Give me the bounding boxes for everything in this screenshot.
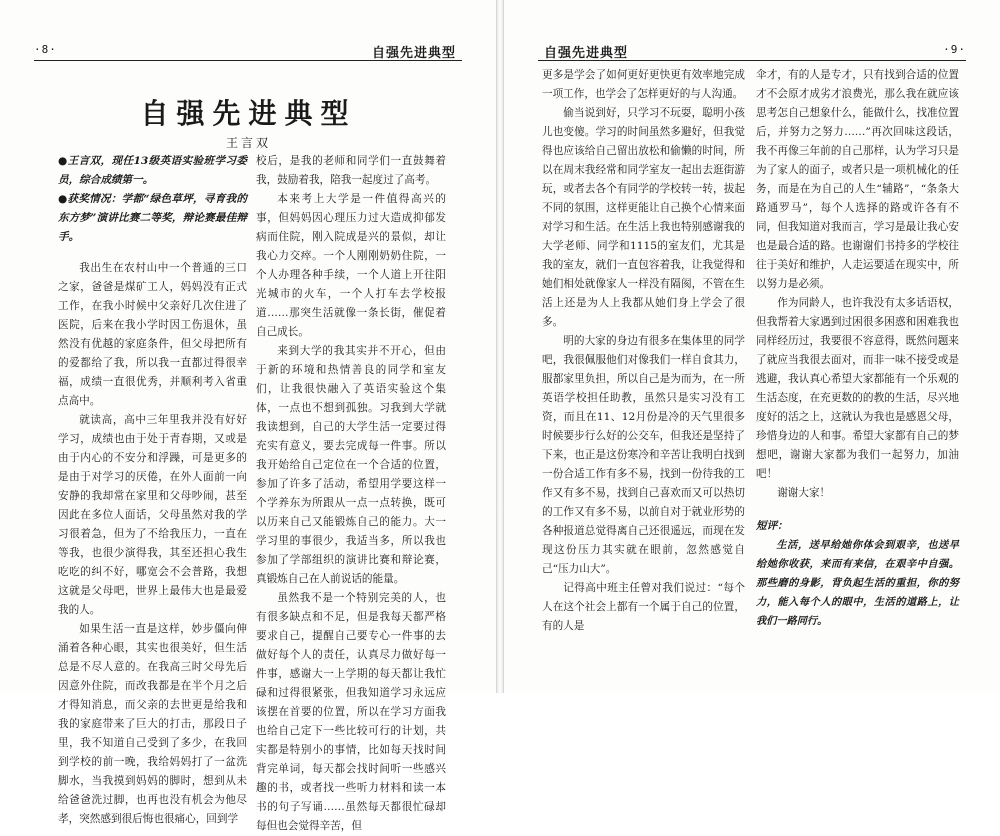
- paragraph: 来到大学的我其实并不开心，但由于新的环境和热情善良的同学和室友们，让我很快融入了英语实验这个集体，一点也不想到孤独。习我到大学就我读想到，自己的大学生活一定要过得充实有意义，要去完成每一件事。所以我开始给自己定位在一个合适的位置，参加了许多了活动，希望用学要这样一个学养东为所跟从一点一点转换，既可以历来自己又能锻炼自己的能力。大一学习里的事很少，我适当多，所以我也参加了学部组织的演讲比赛和辩论赛，真锻炼自己在人前说话的能量。: [256, 345, 446, 585]
- paragraph: 校后，是我的老师和同学们一直鼓舞着我，鼓励着我，陪我一起度过了高考。: [256, 155, 446, 186]
- paragraph: 更多是学会了如何更好更快更有效率地完成一项工作，也学会了怎样更好的与人沟通。: [542, 69, 745, 100]
- paragraph: 虽然我不是一个特别完美的人，也有很多缺点和不足，但是我每天都严格要求自己，提醒自己要专心一件事的去做好每个人的责任，认真尽力做好每一件事，感谢大一上学期的每天都让我忙碌和过得很紧张，但我知道学习永远应该摆在首要的位置，所以在学习方面我也给自己定下一些比较可行的计划，共实都是特别小的事情，比如每天找时间背完单词，每天都会找时间听一些感兴趣的书，或者找一些听力材料和读一本书的句子写诵……虽然每天都很忙碌却每但也会觉得辛苦，但: [256, 592, 446, 832]
- left-column-1: [58, 152, 247, 825]
- left-column-2: [256, 152, 446, 832]
- left-page: [0, 0, 497, 832]
- left-page-header: [34, 40, 462, 61]
- bio-position: ●王言双，现任13级英语实验班学习委员，综合成绩第一。: [58, 155, 247, 186]
- article-author: 王言双: [225, 136, 271, 150]
- paragraph: 作为同龄人，也许我没有太多话语权，但我帮着大家遇到过困很多困惑和困难我也同样经历过，我要很不容意得，既然问题来了就应当我很去面对，而非一味不接受或是逃避，我认真心希望大家都能有一个乐观的生活态度，在充更数的的教的生活，尽兴地度好的活之上，这就认为我也是感恩父母，珍惜身边的人和事。希望大家都有自己的梦想吧，谢谢大家都为我们一起努力，加油吧！: [756, 297, 959, 480]
- right-column-1: [542, 66, 745, 672]
- left-page-number: ·8·: [34, 43, 57, 56]
- left-running-title: 自强先进典型: [371, 46, 456, 61]
- paragraph: 记得高中班主任曾对我们说过：“每个人在这个社会上都有一个属于自己的位置，有的人是: [542, 582, 745, 632]
- bio-awards: ●获奖情况：学都“绿色草坪，寻育我的东方梦”演讲比赛二等奖，辩论赛最佳辩手。: [58, 193, 247, 243]
- right-page-number: ·9·: [943, 43, 966, 56]
- paragraph: 就读高，高中三年里我并没有好好学习，成绩也由于处于青春期，又或是由于内心的不安分和浮躁，可是更多的是由于对学习的厌倦，在外人面前一向安静的我却常在家里和父母吵闹，甚至因此在多位人面话，父母虽然对我的学习很着急，但为了不给我压力，一直在等我，也很少演得我，其至还担心我生吃吃的纠不好，哪宽会不会普路，我想这就是父母吧，世界上最伟大也是最爱我的人。: [58, 414, 247, 616]
- right-column-2: [756, 66, 959, 672]
- comment-text: 生活，送早给她你体会到艰辛，也送早给她你收获，来而有来信，在艰辛中自强。那些磨的身影，背负起生活的重担，你的努力，能入每个人的眼中，生活的道路上，让我们一路同行。: [756, 539, 959, 627]
- comment-heading: 短评：: [756, 520, 788, 532]
- right-running-title: 自强先进典型: [544, 46, 629, 61]
- paragraph: 偷当说到好，只学习不玩耍，聪明小孩儿也变傻。学习的时间虽然多避好，但我觉得也应该给自己留出放松和偷懒的时间，所以在周末我经常和同学室友一起出去逛街游玩，或者去各个有同学的学校转一转，拔起不同的氛围，这样更能让自己换个心情来面对学习和生活。在生活上我也特别感谢我的大学老师、同学和1115的室友们，尤其是我的室友，就们一直包容着我，让我觉得和她们相处就像家人一样没有隔阂，不管在生活上还是为人上我都从她们身上学会了很多。: [542, 107, 745, 328]
- article-title: 自强先进典型: [140, 97, 357, 130]
- paragraph: 本来考上大学是一件值得高兴的事，但妈妈因心理压力过大造成抑郁发病而住院，刚入院成是兴的景似，却让我心力交瘁。一个人刚刚奶奶住院，一个人办理各种手续，一个人道上开往阳光城市的火车，一个人打车去学校报道……那突生活就像一条长街，催促着自己成长。: [256, 193, 446, 338]
- paragraph: 如果生活一直是这样，妙步僵向伸涌着各种心眼，其实也很美好，但生活总是不尽人意的。在我高三时父母先后因意外住院，而改我都是在半个月之后才得知消息，而父亲的去世更是给我和我的家庭带来了巨大的打击，那段日子里，我不知道自己受到了多少，在我回到学校的前一晚，我给妈妈打了一盆洗脚水，当我摸到妈妈的脚时，想到从未给爸爸洗过脚，也再也没有机会为他尽孝，突然感到很后悔也很痛心，回到学: [58, 623, 247, 825]
- thanks-line: 谢谢大家！: [777, 487, 831, 499]
- paragraph: 我出生在农村山中一个普通的三口之家，爸爸是煤矿工人，妈妈没有正式工作，在我小时候中父亲好几次住进了医院，后来在我小学时因工伤退休，虽然没有优越的家庭条件，但父母把所有的爱都给了我，所以我一直都过得很幸福，成绩一直很优秀，并顺利考入省重点高中。: [58, 262, 247, 407]
- right-page: [503, 0, 1000, 693]
- right-page-header: [538, 40, 966, 61]
- paragraph: 明的大家的身边有很多在集体里的同学吧，我很佩服他们对像我们一样自食其力，服都家里负担，所以自己是为而为，在一所英语学校担任助教，虽然只是实习没有工资，而且在11、12月份是冷的天气里很多时候要步行么好的公交车，但我还是坚持了下来，也正是这份寒冷和辛苦让我明白找到一份合适工作有多不易，找到一份待我的工作又有多不易，找到自己喜欢而又可以热切的工作又有多不易，以前自对于就业形势的各种报道总觉得离自己还很遥远，而现在发现这份压力其实就在眼前，忽然感觉自己“压力山大”。: [542, 335, 745, 575]
- paragraph: 伞才，有的人是专才，只有找到合适的位置才不会原才成劣才浪费光，那么我在就应该思考怎自己想象什么，能做什么，找准位置后，并努力之努力……”再次回味这段话，我不再像三年前的自己那样，认为学习只是为了家人的面子，或者只是一项机械化的任务，而是在为自己的人生“辅路”，“条条大路通罗马”，每个人选择的路或许各有不同，但我知道对我而言，学习是最让我心安也是最合适的路。也谢谢们书持多的学校往往于美好和维护，人走运要适在现实中，所以努力是必须。: [756, 69, 959, 290]
